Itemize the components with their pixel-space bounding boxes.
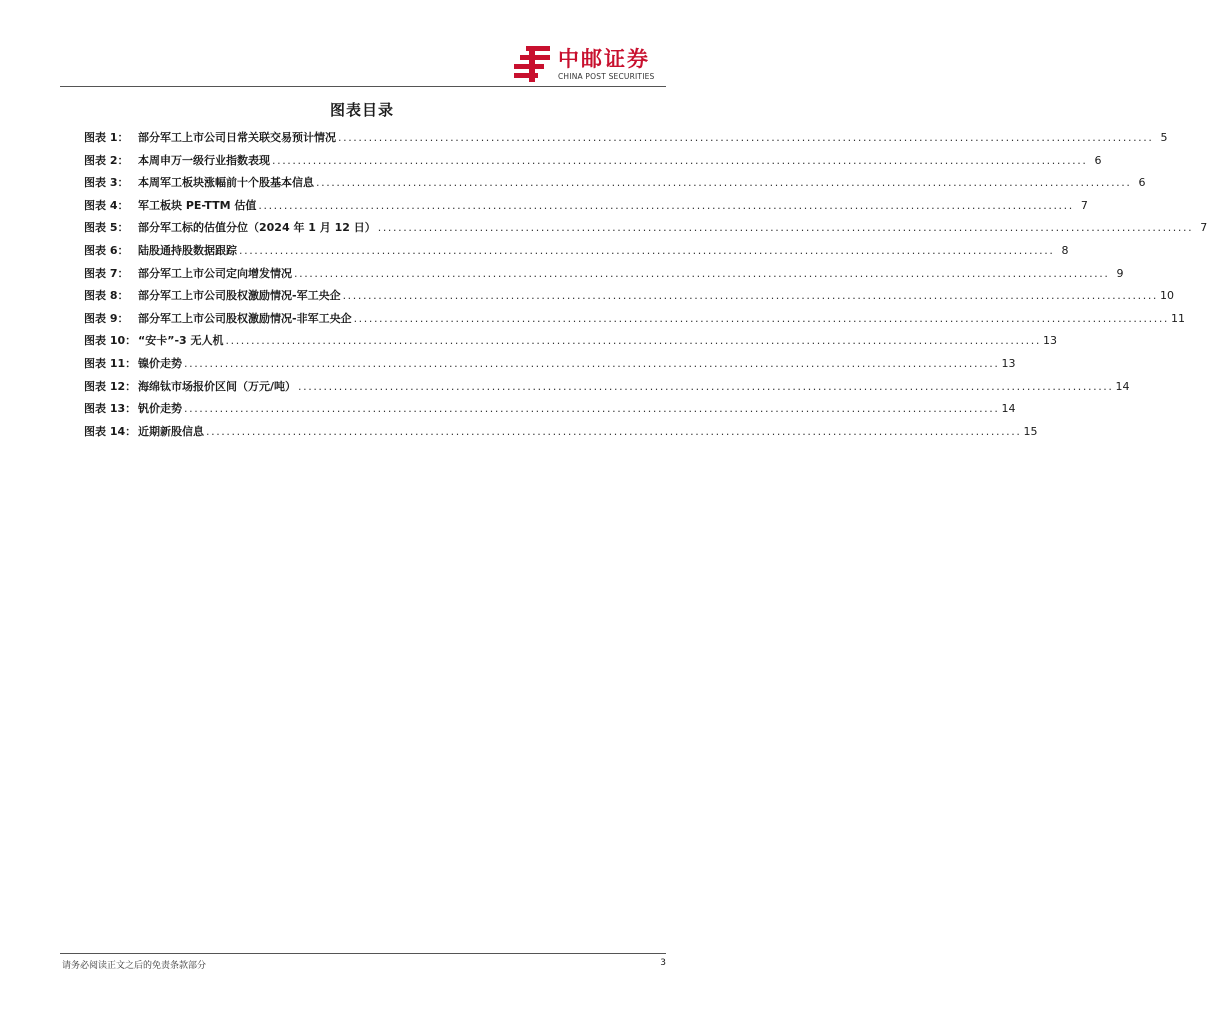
toc-entry-label: 图表 12： <box>84 379 137 393</box>
toc-entry-label: 图表 5： <box>84 221 129 235</box>
toc-entry-leader: ................................................................................................................................................................ <box>258 198 1074 212</box>
toc-entry-page: 5 <box>1160 131 1168 144</box>
toc-entry-leader: ................................................................................................................................................................ <box>239 243 1055 257</box>
toc-entry[interactable] <box>84 197 1088 220</box>
disclaimer-note: 请务必阅读正文之后的免责条款部分 <box>62 961 207 971</box>
toc-entry-label: 图表 8： <box>84 289 129 303</box>
toc-entry-leader: ................................................................................................................................................................ <box>316 176 1132 190</box>
toc-entry-label: 图表 13： <box>84 402 137 416</box>
toc-entry-leader: ................................................................................................................................................................ <box>184 356 1000 370</box>
toc-entry[interactable] <box>84 242 1069 265</box>
toc-entry-label: 图表 9： <box>84 311 129 325</box>
toc-title: 图表目录 <box>329 101 394 119</box>
toc-entry-page: 10 <box>1160 289 1175 303</box>
toc-list <box>84 129 1207 445</box>
china-post-logo-icon <box>512 44 552 84</box>
toc-entry-label: 图表 4： <box>84 198 129 212</box>
toc-entry-label: 图表 1： <box>84 131 129 144</box>
toc-entry-page: 13 <box>1001 356 1016 370</box>
toc-entry-page: 8 <box>1061 243 1069 257</box>
toc-entry-page: 13 <box>1042 334 1057 348</box>
toc-entry-text: 近期新股信息 <box>138 424 204 438</box>
toc-entry-label: 图表 3： <box>84 176 129 190</box>
toc-entry[interactable] <box>84 355 1016 378</box>
company-name-cn: 中邮证券 <box>558 46 650 71</box>
toc-entry-leader: ................................................................................................................................................................ <box>294 266 1110 280</box>
toc-entry-text: 部分军工上市公司股权激励情况-军工央企 <box>138 289 341 303</box>
toc-entry-text: “安卡”-3 无人机 <box>138 334 224 348</box>
toc-entry-leader: ................................................................................................................................................................ <box>184 402 1000 416</box>
toc-entry-text: 部分军工标的估值分位（2024 年 1 月 12 日） <box>138 221 376 235</box>
toc-entry-text: 部分军工上市公司日常关联交易预计情况 <box>138 131 336 144</box>
toc-entry-leader: ................................................................................................................................................................ <box>225 334 1041 348</box>
toc-entry-page: 14 <box>1115 379 1130 393</box>
toc-entry-text: 本周申万一级行业指数表现 <box>138 153 270 167</box>
toc-entry-label: 图表 14： <box>84 424 137 438</box>
toc-entry-page: 11 <box>1171 311 1186 325</box>
toc-entry-text: 钒价走势 <box>138 402 182 416</box>
toc-entry-text: 陆股通持股数据跟踪 <box>138 243 237 257</box>
toc-entry-text: 部分军工上市公司定向增发情况 <box>138 266 292 280</box>
toc-entry-leader: ................................................................................................................................................................ <box>206 424 1022 438</box>
header-divider <box>60 86 666 87</box>
toc-entry-page: 14 <box>1001 402 1016 416</box>
toc-entry[interactable] <box>84 423 1038 446</box>
company-logo <box>512 44 655 84</box>
toc-entry-text: 镍价走势 <box>138 356 182 370</box>
footer-divider <box>60 953 666 954</box>
toc-entry-label: 图表 11： <box>84 356 137 370</box>
toc-entry-leader: ................................................................................................................................................................ <box>342 289 1159 303</box>
toc-entry[interactable] <box>84 219 1207 242</box>
page-number: 3 <box>660 958 666 968</box>
toc-entry-label: 图表 2： <box>84 153 129 167</box>
toc-entry[interactable] <box>84 400 1016 423</box>
company-name-en: CHINA POST SECURITIES <box>558 71 655 81</box>
toc-entry-text: 海绵钛市场报价区间（万元/吨） <box>138 379 297 393</box>
toc-entry-label: 图表 10： <box>84 334 137 348</box>
toc-entry[interactable] <box>84 332 1057 355</box>
toc-entry-leader: ................................................................................................................................................................ <box>338 131 1154 144</box>
toc-entry-page: 7 <box>1080 198 1088 212</box>
toc-entry-page: 6 <box>1138 176 1146 190</box>
toc-entry[interactable] <box>84 265 1124 288</box>
toc-entry-leader: ................................................................................................................................................................ <box>377 221 1194 235</box>
toc-entry[interactable] <box>84 287 1175 310</box>
toc-entry-leader: ................................................................................................................................................................ <box>298 379 1114 393</box>
toc-entry-text: 部分军工上市公司股权激励情况-非军工央企 <box>138 311 352 325</box>
toc-entry-page: 15 <box>1023 424 1038 438</box>
toc-entry-label: 图表 7： <box>84 266 129 280</box>
toc-entry-page: 9 <box>1116 266 1124 280</box>
toc-entry[interactable] <box>84 174 1146 197</box>
toc-entry-text: 军工板块 PE-TTM 估值 <box>138 198 257 212</box>
toc-entry-leader: ................................................................................................................................................................ <box>353 311 1170 325</box>
toc-entry-text: 本周军工板块涨幅前十个股基本信息 <box>138 176 314 190</box>
toc-entry-label: 图表 6： <box>84 243 129 257</box>
toc-entry[interactable] <box>84 378 1130 401</box>
toc-entry[interactable] <box>84 129 1168 152</box>
toc-entry[interactable] <box>84 152 1102 175</box>
toc-entry-page: 7 <box>1200 221 1207 235</box>
toc-entry[interactable] <box>84 310 1186 333</box>
toc-entry-leader: ................................................................................................................................................................ <box>272 153 1088 167</box>
toc-entry-page: 6 <box>1094 153 1102 167</box>
